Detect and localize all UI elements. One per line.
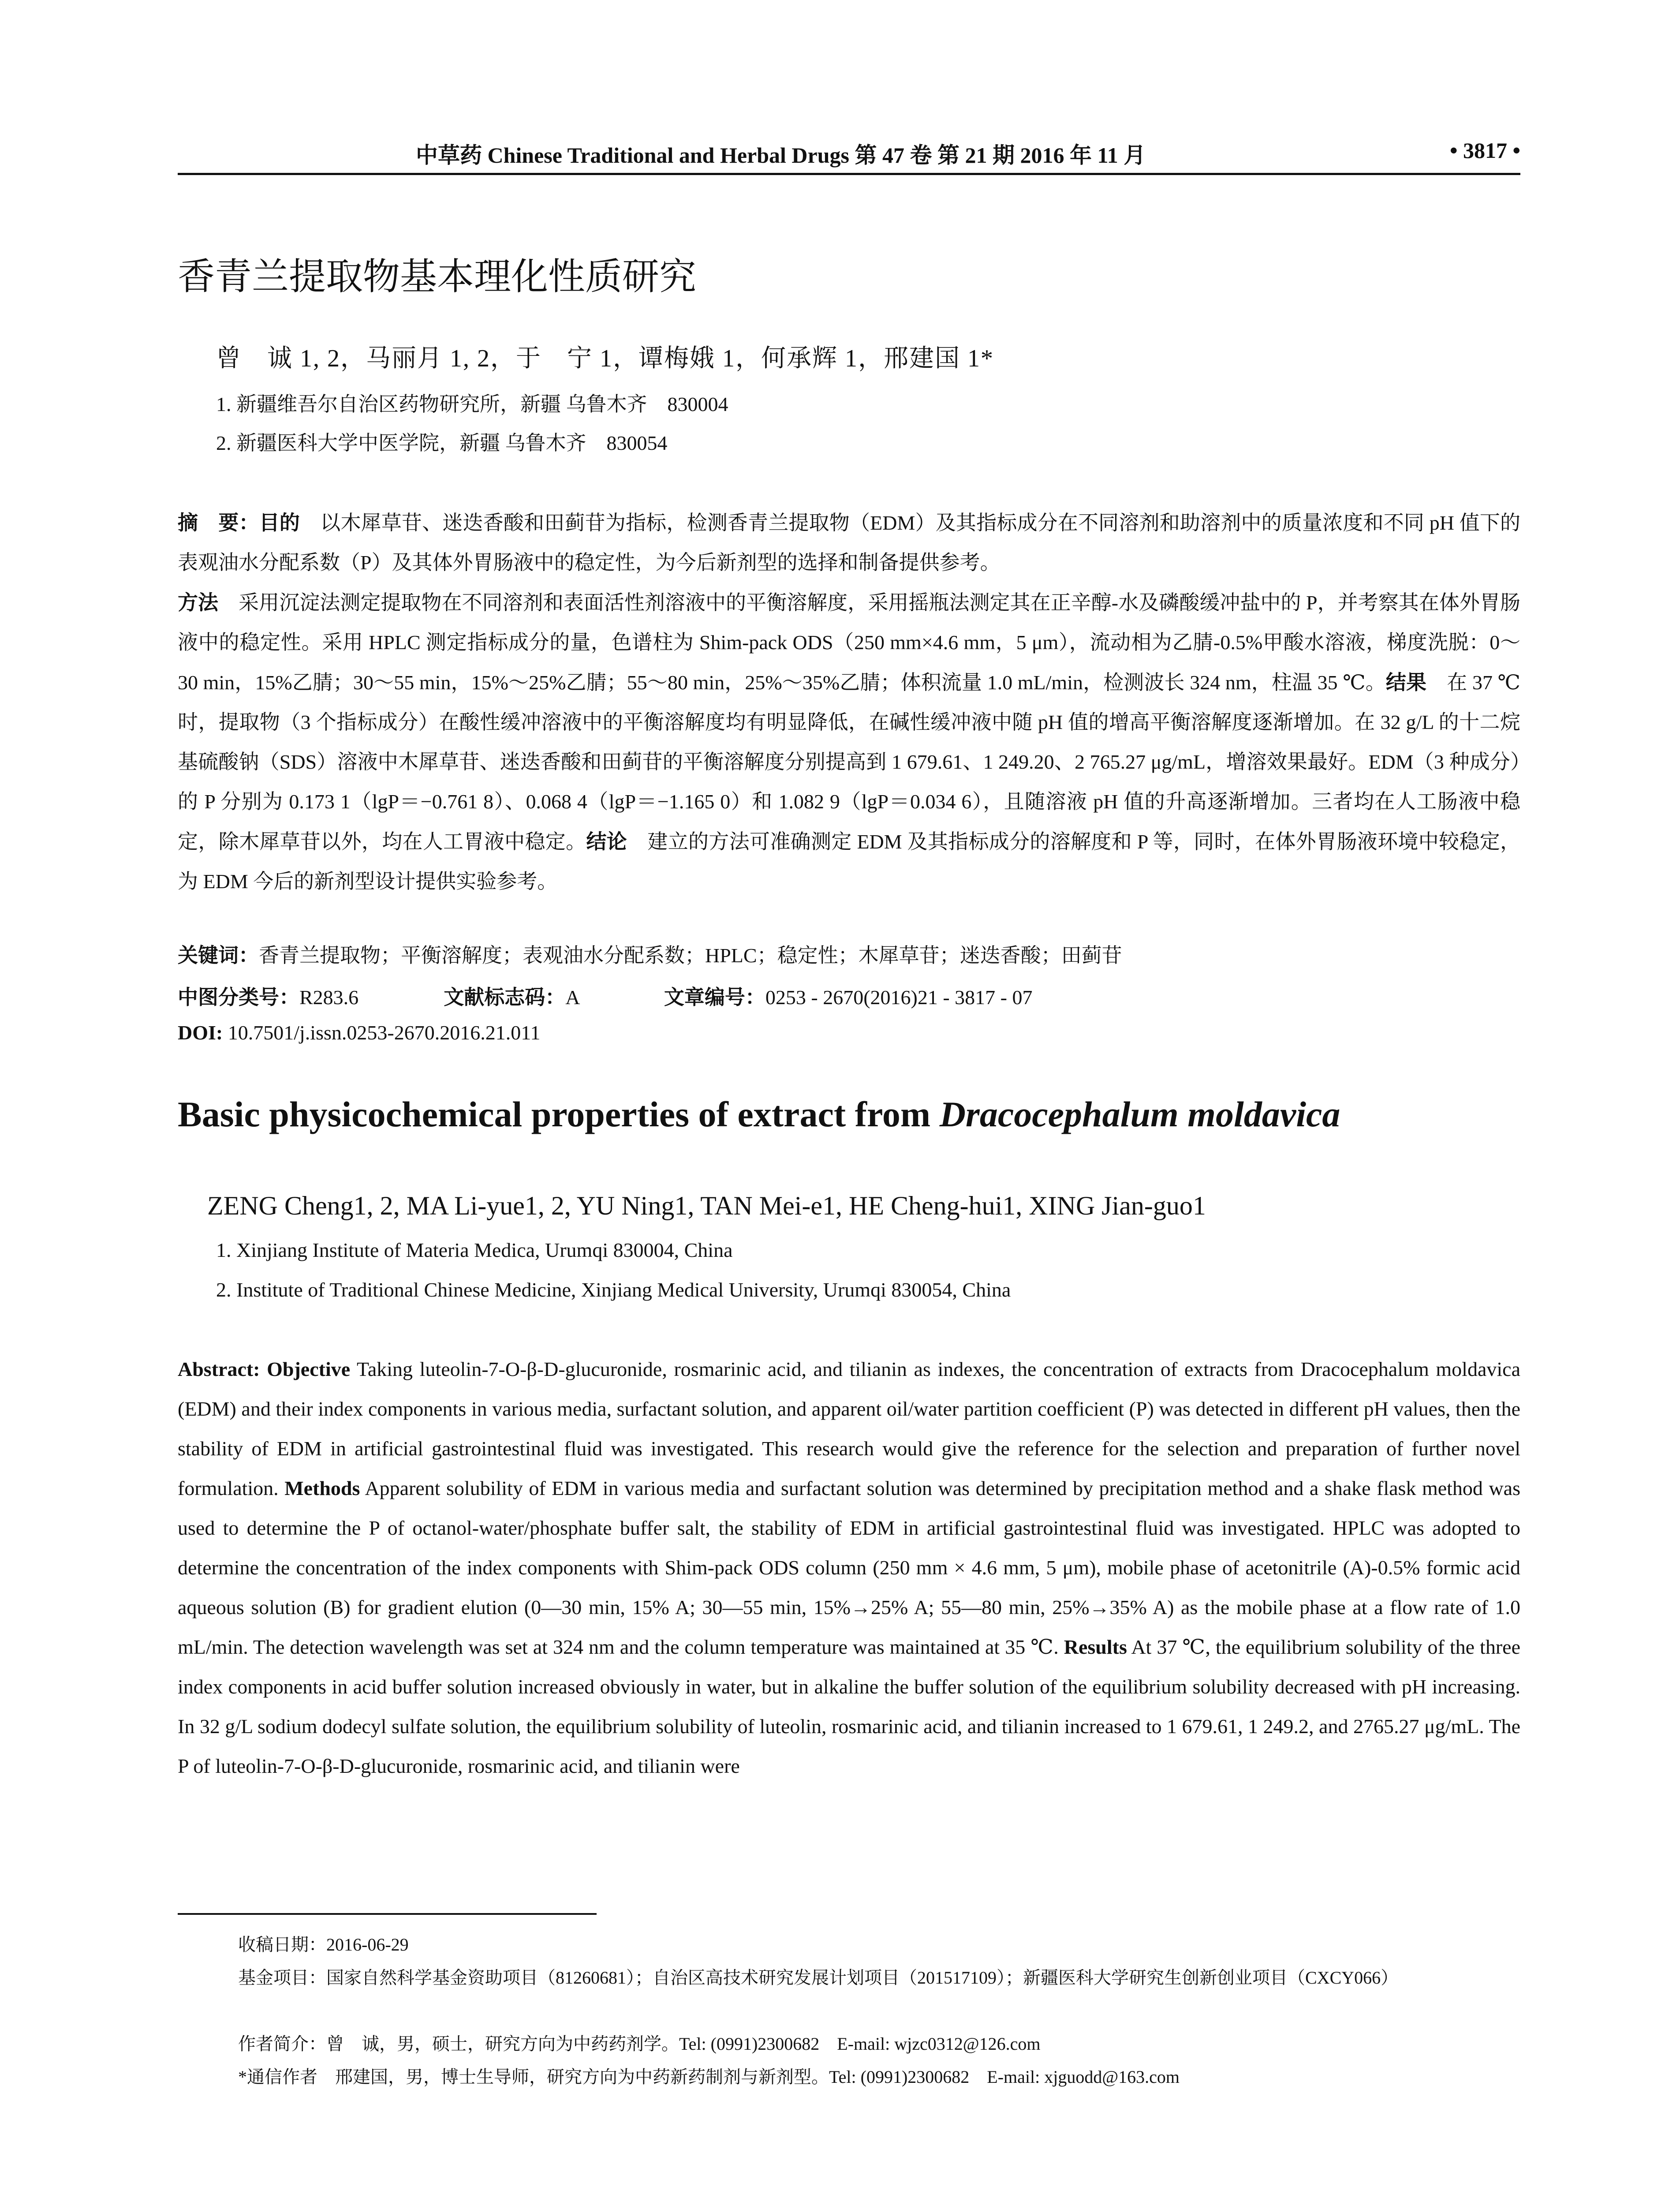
page-number: • 3817 • [1449,138,1520,163]
en-results: At 37 ℃, the equilibrium solubility of the three index components in acid buffer solution increased obviously in water, but in alkaline the buffer solution of the equilibrium solubility decreased with pH increasing. In 32 g/L sodium dodecyl sulfate solution, the equilibrium solubility of luteolin, rosmarinic acid, and tilianin increased to 1 679.61, 1 249.2, and 2765.27 μg/mL. The P of luteolin-7-O-β-D-glucuronide, rosmarinic acid, and tilianin were [178,1636,1520,1777]
footnote-corresponding: *通信作者 邢建国，男，博士生导师，研究方向为中药新药制剂与新剂型。Tel: (0991)2300682 E-mail: xjguodd@163.com [238,2067,1180,2087]
doi-value: 10.7501/j.issn.0253-2670.2016.21.011 [223,1021,541,1044]
footnote-author: 作者简介：曾 诚，男，硕士，研究方向为中药药剂学。Tel: (0991)2300682 E-mail: wjzc0312@126.com [238,2034,1041,2054]
en-abstract [178,1349,1520,1786]
cn-article: 0253 - 2670(2016)21 - 3817 - 07 [765,986,1033,1009]
cn-keywords-label: 关键词： [178,943,259,967]
header-rule [178,173,1520,175]
en-objective: Taking luteolin-7-O-β-D-glucuronide, rosmarinic acid, and tilianin as indexes, the concentration of extracts from Dracocephalum moldavica (EDM) and their index components in various media, surfactant solution, and apparent oil/water partition coefficient (P) was detected in different pH values, then the stability of EDM in artificial gastrointestinal fluid was investigated. This research would give the reference for the selection and preparation of further novel formulation. [178,1358,1520,1499]
en-title [178,1094,1340,1135]
cn-keywords-text: 香青兰提取物；平衡溶解度；表观油水分配系数；HPLC；稳定性；木犀草苷；迷迭香酸；田蓟苷 [259,944,1122,967]
cn-clc-label: 中图分类号： [178,985,299,1009]
cn-objective: 以木犀草苷、迷迭香酸和田蓟苷为指标，检测香青兰提取物（EDM）及其指标成分在不同溶剂和助溶剂中的质量浓度和不同 pH 值下的表观油水分配系数（P）及其体外胃肠液中的稳定性，为今后新剂型的选择和制备提供参考。 [178,512,1521,574]
cn-abstract [178,503,1520,901]
en-affiliation-2: 2. Institute of Traditional Chinese Medicine, Xinjiang Medical University, Urumqi 830054, China [216,1278,1011,1301]
en-methods-label: Methods [284,1477,360,1499]
footnote-received: 收稿日期：2016-06-29 [238,1935,409,1955]
cn-results: 在 37 ℃时，提取物（3 个指标成分）在酸性缓冲溶液中的平衡溶解度均有明显降低，在碱性缓冲液中随 pH 值的增高平衡溶解度逐渐增加。在 32 g/L 的十二烷基硫酸钠（SDS）溶液中木犀草苷、迷迭香酸和田蓟苷的平衡溶解度分别提高到 1 679.61、1 249.20、2 765.27 μg/mL，增溶效果最好。EDM（3 种成分）的 P 分别为 0.173 1（lgP＝−0.761 8）、0.068 4（lgP＝−1.165 0）和 1.082 9（lgP＝0.034 6），且随溶液 pH 值的升高逐渐增加。三者均在人工肠液中稳定，除木犀草苷以外，均在人工胃液中稳定。 [178,671,1521,853]
footnote-fund: 基金项目：国家自然科学基金资助项目（81260681）；自治区高技术研究发展计划项目（201517109）；新疆医科大学研究生创新创业项目（CXCY066） [238,1968,1399,1988]
cn-results-label: 结果 [1385,670,1427,694]
cn-doc: A [565,986,579,1009]
cn-keywords [178,939,1122,968]
en-methods: Apparent solubility of EDM in various media and surfactant solution was determined by precipitation method and a shake flask method was used to determine the P of octanol-water/phosphate buffer salt, the stability of EDM in artificial gastrointestinal fluid was investigated. HPLC was adopted to determine the concentration of the index components with Shim-pack ODS column (250 mm × 4.6 mm, 5 μm), mobile phase of acetonitrile (A)-0.5% formic acid aqueous solution (B) for gradient elution (0—30 min, 15% A; 30—55 min, 15%→25% A; 55—80 min, 25%→35% A) as the mobile phase at a flow rate of 1.0 mL/min. The detection wavelength was set at 324 nm and the column temperature was maintained at 35 ℃. [178,1477,1520,1658]
cn-clc: R283.6 [299,986,359,1009]
cn-abstract-label: 摘 要： [178,511,259,534]
journal-header: 中草药 Chinese Traditional and Herbal Drugs 第 47 卷 第 21 期 2016 年 11 月 [416,143,1146,168]
en-title-italic: Dracocephalum moldavica [939,1094,1340,1134]
cn-methods-label: 方法 [178,590,219,614]
en-results-label: Results [1064,1636,1127,1658]
cn-doc-label: 文献标志码： [444,985,566,1009]
cn-methods: 采用沉淀法测定提取物在不同溶剂和表面活性剂溶液中的平衡溶解度，采用摇瓶法测定其在正辛醇-水及磷酸缓冲盐中的 P，并考察其在体外胃肠液中的稳定性。采用 HPLC 测定指标成分的量，色谱柱为 Shim-pack ODS（250 mm×4.6 mm，5 μm），流动相为乙腈-0.5%甲酸水溶液，梯度洗脱：0～30 min，15%乙腈；30～55 min，15%～25%乙腈；55～80 min，25%～35%乙腈；体积流量 1.0 mL/min，检测波长 324 nm，柱温 35 ℃。 [178,591,1520,694]
doi-label: DOI: [178,1021,223,1044]
cn-authors: 曾 诚 1, 2，马丽月 1, 2，于 宁 1，谭梅娥 1，何承辉 1，邢建国 1* [216,345,994,372]
en-title-plain: Basic physicochemical properties of extract from [178,1094,940,1134]
cn-objective-label: 目的 [259,511,300,534]
en-abstract-label: Abstract: Objective [178,1358,351,1380]
running-header [178,138,1520,168]
footnote-rule [178,1913,597,1915]
cn-affiliation-2: 2. 新疆医科大学中医学院，新疆 乌鲁木齐 830054 [216,432,668,454]
cn-classification-row [178,981,1032,1010]
cn-title: 香青兰提取物基本理化性质研究 [178,255,697,298]
cn-article-label: 文章编号： [664,985,765,1009]
cn-conclusion: 建立的方法可准确测定 EDM 及其指标成分的溶解度和 P 等，同时，在体外胃肠液环境中较稳定，为 EDM 今后的新剂型设计提供实验参考。 [178,830,1521,893]
cn-conclusion-label: 结论 [586,830,627,853]
doi-line [178,1021,541,1044]
en-affiliation-1: 1. Xinjiang Institute of Materia Medica, Urumqi 830004, China [216,1239,733,1261]
en-authors: ZENG Cheng1, 2, MA Li-yue1, 2, YU Ning1, TAN Mei-e1, HE Cheng-hui1, XING Jian-guo1 [207,1191,1206,1220]
cn-affiliation-1: 1. 新疆维吾尔自治区药物研究所，新疆 乌鲁木齐 830004 [216,393,728,415]
